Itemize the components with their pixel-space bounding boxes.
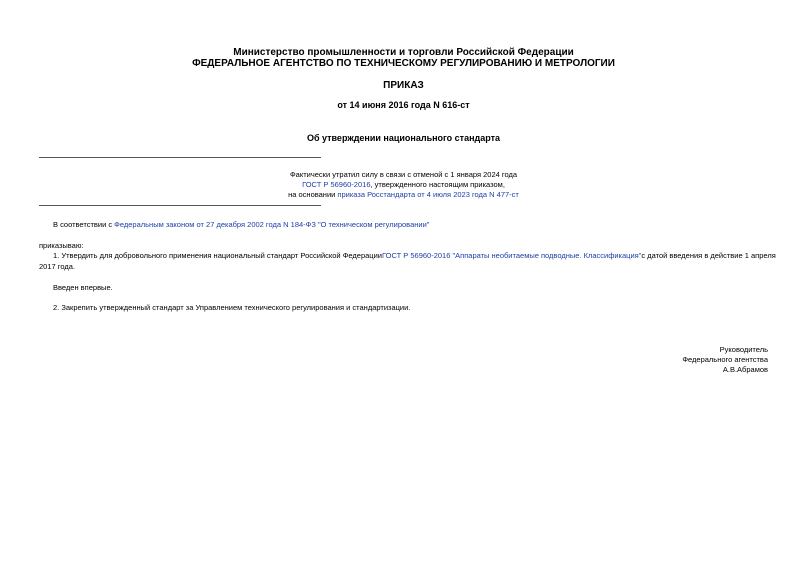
introduced-note: Введен впервые. [53,283,113,292]
note-order-link[interactable]: приказа Росстандарта от 4 июля 2023 года N 477-ст [337,190,519,199]
note-line-2-text: , утвержденного настоящим приказом, [370,180,505,189]
agency-title: ФЕДЕРАЛЬНОЕ АГЕНТСТВО ПО ТЕХНИЧЕСКОМУ РЕГУЛИРОВАНИЮ И МЕТРОЛОГИИ [192,58,615,69]
item-1-tail: с датой введения в действие 1 апреля [641,251,776,260]
divider-top [39,157,321,158]
divider-bottom [39,205,321,206]
signature-name: А.В.Абрамов [722,365,768,374]
order-word: приказываю: [39,241,84,250]
note-line-1: Фактически утратил силу в связи с отменой с 1 января 2024 года [289,170,517,179]
intro-text: В соответствии с [53,220,115,229]
note-gost-link[interactable]: ГОСТ Р 56960-2016 [302,180,371,189]
item-1-line-2: 2017 года. [39,262,75,271]
gost-standard-link[interactable]: ГОСТ Р 56960-2016 "Аппараты необитаемые подводные. Классификация" [381,251,642,260]
signature-org: Федерального агентства [682,355,768,364]
item-1-text: 1. Утвердить для добровольного применения национальный стандарт Российской Федерации [53,251,382,260]
intro-paragraph [53,219,429,230]
note-line-3 [0,190,807,200]
note-line-3-text: на основании [288,190,338,199]
item-1 [53,250,776,261]
federal-law-link[interactable]: Федеральным законом от 27 декабря 2002 года N 184-ФЗ "О техническом регулировании" [114,220,430,229]
item-2: 2. Закрепить утвержденный стандарт за Управлением технического регулирования и стандартизации. [53,303,411,312]
ministry-title: Министерство промышленности и торговли Российской Федерации [233,47,574,58]
note-line-2 [0,180,807,190]
signature-title: Руководитель [719,345,768,354]
doc-subject: Об утверждении национального стандарта [306,133,501,143]
doc-date: от 14 июня 2016 года N 616-ст [337,100,470,110]
doc-type: ПРИКАЗ [383,80,424,91]
